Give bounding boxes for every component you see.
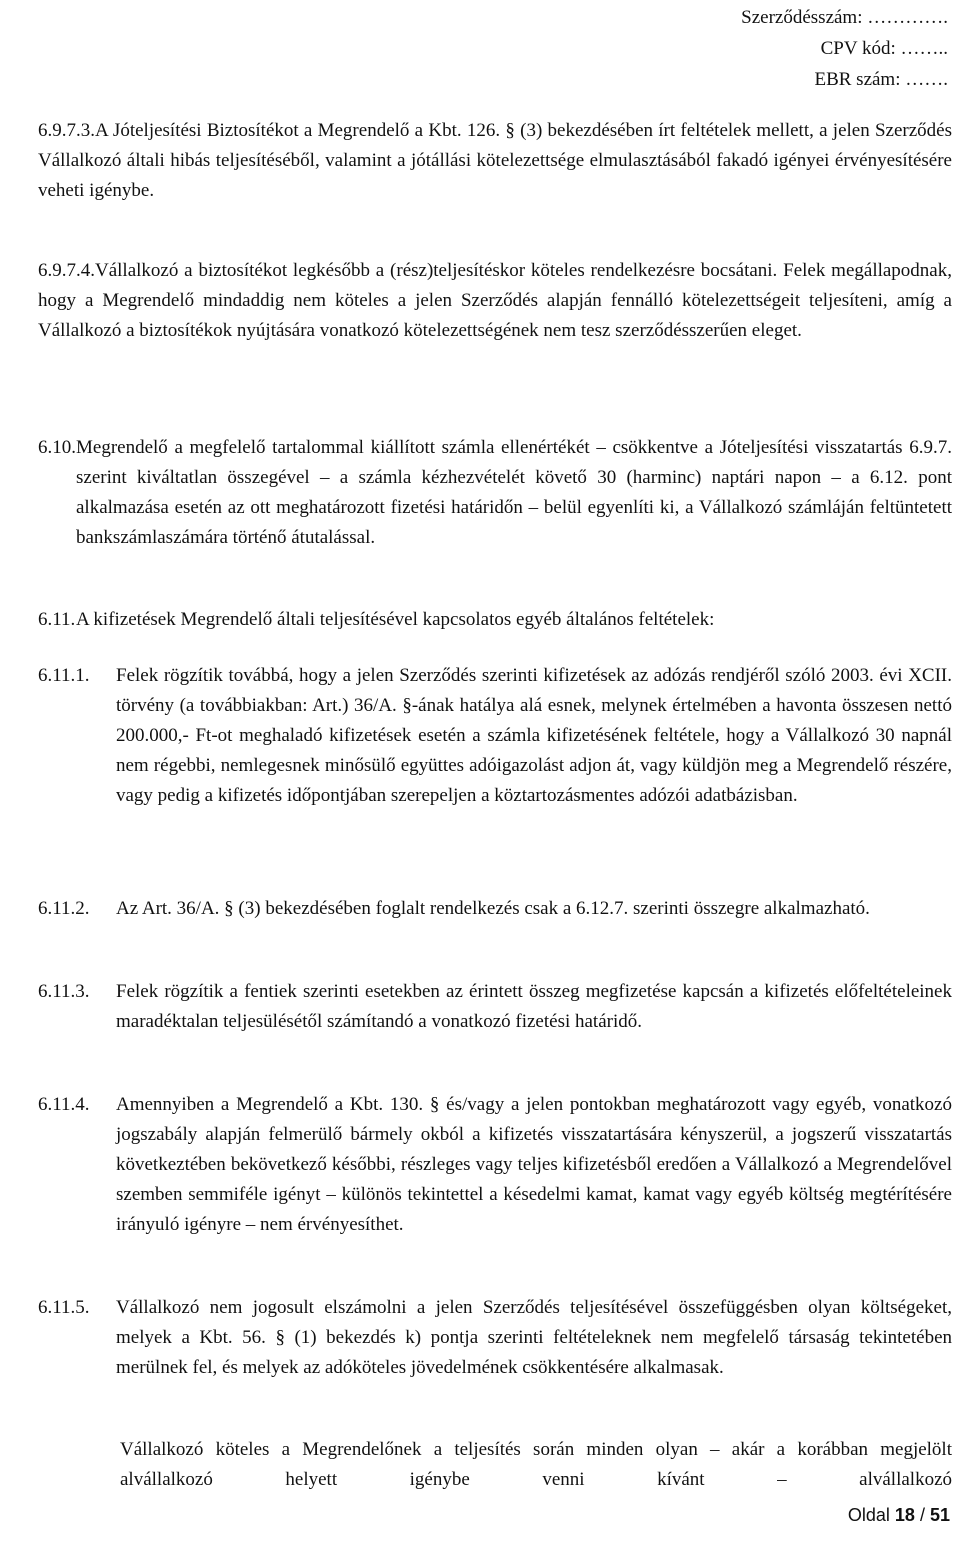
page-separator: / [919, 1505, 925, 1525]
clause-number: 6.11.4. [38, 1094, 90, 1115]
clause-number: 6.11. [38, 609, 76, 630]
clause-6-11: A kifizetések Megrendelő általi teljesítésével kapcsolatos egyéb általános feltételek: [76, 609, 715, 630]
clause-text: A Jóteljesítési Biztosítékot a Megrendelő a Kbt. 126. § (3) bekezdésében írt feltételek mellett, a jelen Szerződés Vállalkozó általi hibás teljesítéséből, valamint a jótállási kötelezettsége elmulasztásából fakadó igényei érvényesítésére veheti igénybe. [38, 120, 952, 201]
clause-6-11-3: Felek rögzítik a fentiek szerinti esetekben az érintett összeg megfizetése kapcsán a kifizetés előfeltételeinek maradéktalan teljesülésétől számítandó a vonatkozó fizetési határidő. [116, 981, 952, 1032]
clause-number: 6.11.5. [38, 1297, 90, 1318]
clause-6-9-7-3 [38, 116, 952, 206]
ebr-number: EBR szám: ……. [814, 69, 948, 90]
clause-6-11-4: Amennyiben a Megrendelő a Kbt. 130. § és/vagy a jelen pontokban meghatározott vagy egyéb, vonatkozó jogszabály alapján felmerülő bármely okból a kifizetés visszatartására kényszerül, a jogszerű visszatartás következtében bekövetkező későbbi, részleges vagy teljes kifizetésből eredően a Vállalkozó a Megrendelővel szemben semmiféle igényt – különös tekintettel a késedelmi kamat, kamat vagy egyéb költség megtérítésére irányuló igényre – nem érvényesíthet. [116, 1094, 952, 1235]
clause-6-10: Megrendelő a megfelelő tartalommal kiállított számla ellenértékét – csökkentve a Jóteljesítési visszatartás 6.9.7. szerint kiváltatlan összegével – a számla kézhezvételét követő 30 (harminc) naptári napon – a 6.12. pont alkalmazása esetén az ott meghatározott fizetési határidőn – belül egyenlíti ki, a Vállalkozó számláján feltüntetett bankszámlaszámára történő átutalással. [76, 437, 952, 548]
clause-number: 6.9.7.4. [38, 260, 95, 281]
page-label: Oldal [847, 1505, 890, 1525]
current-page: 18 [894, 1505, 915, 1525]
clause-6-11-5: Vállalkozó nem jogosult elszámolni a jelen Szerződés teljesítésével összefüggésben olyan költségeket, melyek a Kbt. 56. § (1) bekezdés k) pontja szerinti feltételeknek nem megfelelő társaság tekintetében merülnek fel, és melyek az adóköteles jövedelmének csökkentésére alkalmasak. [116, 1297, 952, 1378]
clause-number: 6.11.3. [38, 981, 90, 1002]
document-header [588, 2, 948, 95]
clause-text: Vállalkozó a biztosítékot legkésőbb a (rész)teljesítéskor köteles rendelkezésre bocsátani. Felek megállapodnak, hogy a Megrendelő mindaddig nem köteles a jelen Szerződés alapján fennálló kötelezettségeit teljesíteni, amíg a Vállalkozó a biztosítékok nyújtására vonatkozó kötelezettségének nem tesz szerződésszerűen eleget. [38, 260, 952, 341]
page-number [848, 1500, 950, 1530]
clause-6-11-1: Felek rögzítik továbbá, hogy a jelen Szerződés szerinti kifizetések az adózás rendjéről szóló 2003. évi XCII. törvény (a továbbiakban: Art.) 36/A. §-ának hatálya alá esnek, melynek értelmében a havonta összesen nettó 200.000,- Ft-ot meghaladó kifizetések esetén a számla kifizetésének feltétele, hogy a Vállalkozó 30 napnál nem régebbi, nemlegesnek minősülő együttes adóigazolást adjon át, vagy küldjön meg a Megrendelő részére, vagy pedig a kifizetés időpontjában szerepeljen a köztartozásmentes adózói adatbázisban. [116, 665, 952, 806]
contract-number: Szerződésszám: …………. [741, 7, 948, 28]
clause-number: 6.9.7.3. [38, 120, 95, 141]
total-pages: 51 [929, 1505, 950, 1525]
clause-number: 6.11.2. [38, 898, 90, 919]
trailing-paragraph: Vállalkozó köteles a Megrendelőnek a teljesítés során minden olyan – akár a korábban megjelölt alvállalkozó helyett igénybe venni kívánt – alvállalkozó [120, 1439, 952, 1490]
clause-number: 6.11.1. [38, 665, 90, 686]
clause-6-11-2: Az Art. 36/A. § (3) bekezdésében foglalt rendelkezés csak a 6.12.7. szerinti összegre alkalmazható. [116, 898, 870, 919]
cpv-code: CPV kód: …….. [820, 38, 948, 59]
clause-6-9-7-4 [38, 256, 952, 346]
clause-number: 6.10. [38, 437, 76, 458]
